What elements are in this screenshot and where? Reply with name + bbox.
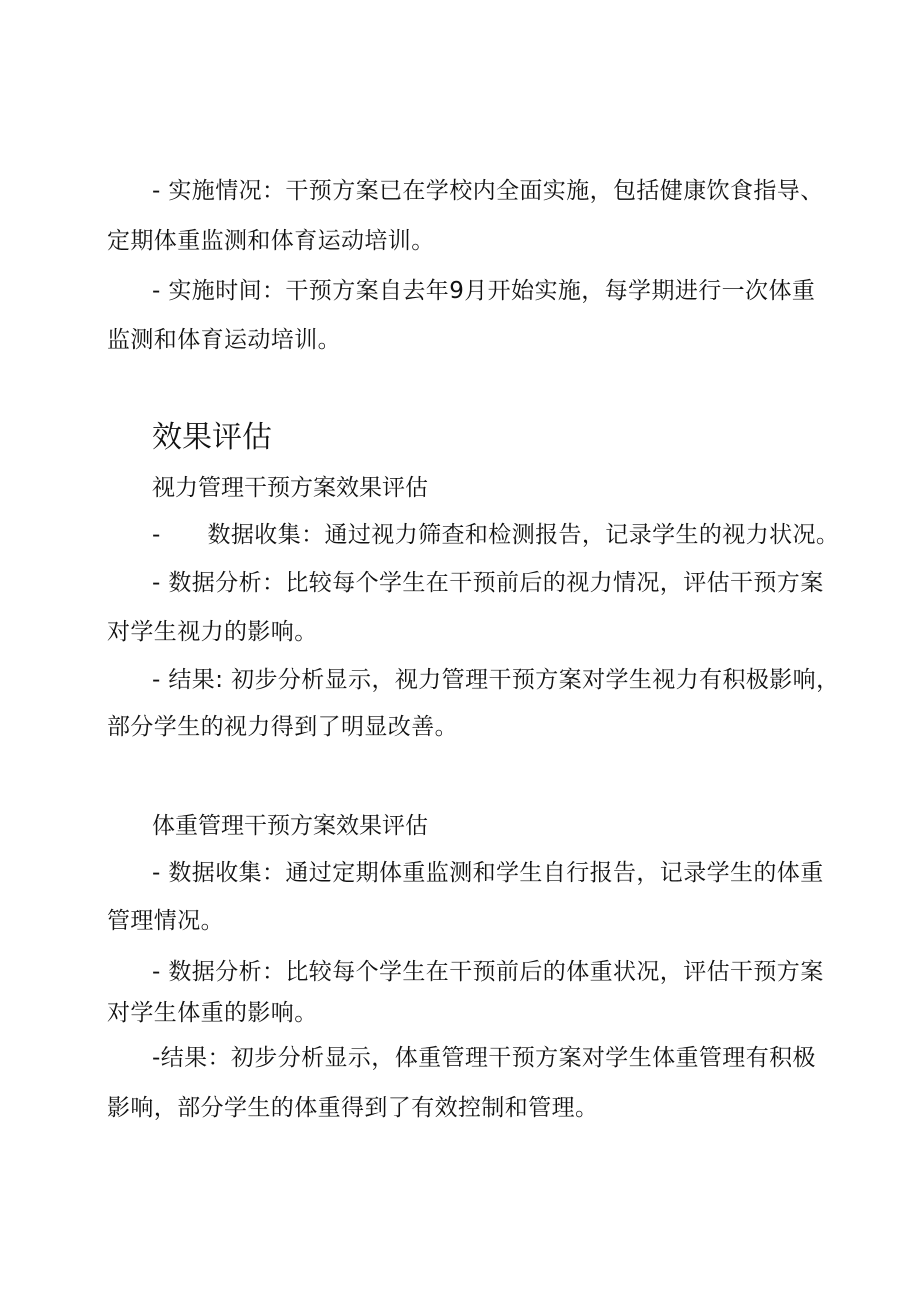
implementation-status-line-1: - 实施情况：干预方案已在学校内全面实施，包括健康饮食指导、 (152, 178, 824, 204)
implementation-status-line-2: 定期体重监测和体育运动培训。 (107, 228, 435, 254)
evaluation-title: 效果评估 (152, 420, 272, 455)
implementation-time-line-2: 监测和体育运动培训。 (107, 327, 341, 353)
implementation-time-line-1: - 实施时间：干预方案自去年9月开始实施，每学期进行一次体重 (152, 278, 816, 304)
vision-section-heading: 视力管理干预方案效果评估 (152, 475, 428, 501)
weight-section-heading: 体重管理干预方案效果评估 (152, 813, 428, 839)
weight-result-line-2: 影响，部分学生的体重得到了有效控制和管理。 (107, 1095, 599, 1121)
vision-analysis-line-1: - 数据分析：比较每个学生在干预前后的视力情况，评估干预方案 (152, 570, 824, 596)
weight-result-line-1: -结果：初步分析显示，体重管理干预方案对学生体重管理有积极 (152, 1045, 816, 1071)
vision-analysis-line-2: 对学生视力的影响。 (107, 619, 318, 645)
vision-result-line-1: - 结果: 初步分析显示，视力管理干预方案对学生视力有积极影响， (152, 667, 840, 693)
weight-analysis-line-2: 对学生体重的影响。 (107, 1000, 318, 1026)
weight-collection-line-2: 管理情况。 (107, 908, 224, 934)
weight-analysis-line-1: - 数据分析：比较每个学生在干预前后的体重状况，评估干预方案 (152, 959, 824, 985)
weight-collection-line-1: - 数据收集：通过定期体重监测和学生自行报告，记录学生的体重 (152, 860, 824, 886)
vision-result-line-2: 部分学生的视力得到了明显改善。 (107, 714, 458, 740)
vision-collection-line-1: - 数据收集：通过视力筛查和检测报告，记录学生的视力状况。 (152, 522, 840, 548)
